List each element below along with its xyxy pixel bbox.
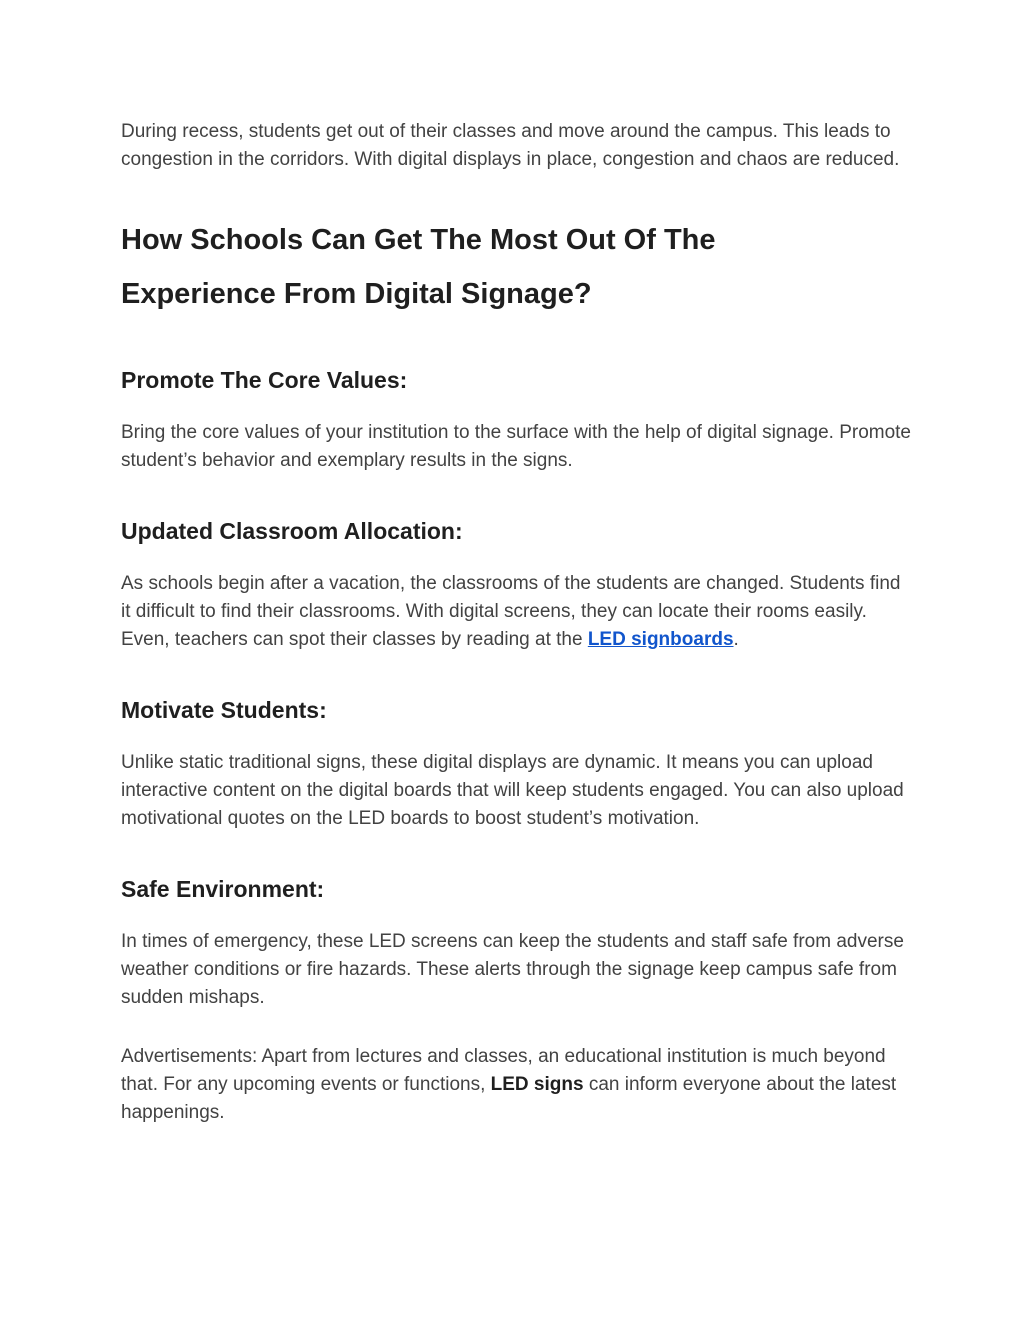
section-heading: Safe Environment: <box>121 876 325 902</box>
main-title-line1: How Schools Can Get The Most Out Of The <box>121 224 716 256</box>
led-signs-bold: LED signs <box>490 1074 584 1095</box>
paragraph-text-end: can inform everyone about the latest happenings. <box>121 1074 897 1123</box>
section-heading: Updated Classroom Allocation: <box>121 518 463 544</box>
section-paragraph <box>121 570 911 654</box>
paragraph-text: Advertisements: Apart from lectures and classes, an educational institution is much beyond that. For any upcoming events or functions, <box>121 1046 886 1095</box>
section-motivate-students <box>121 695 911 833</box>
main-title <box>121 213 911 321</box>
led-signboards-link[interactable]: LED signboards <box>587 629 734 650</box>
intro-paragraph: During recess, students get out of their classes and move around the campus. This leads to congestion in the corridors. With digital displays in place, congestion and chaos are reduced. <box>121 121 900 170</box>
main-title-line2: Experience From Digital Signage? <box>121 278 592 310</box>
paragraph-text-end: . <box>733 629 739 650</box>
advertisements-paragraph <box>121 1043 911 1127</box>
section-paragraph: In times of emergency, these LED screens can keep the students and staff safe from adverse weather conditions or fire hazards. These alerts through the signage keep campus safe from sudden mishaps. <box>121 931 904 1008</box>
paragraph-text: As schools begin after a vacation, the classrooms of the students are changed. Students find it difficult to find their classrooms. With digital screens, they can locate their rooms easily. Even, teachers can spot their classes by reading at the <box>121 573 901 650</box>
section-paragraph: Bring the core values of your institution to the surface with the help of digital signage. Promote student’s behavior and exemplary results in the signs. <box>121 422 912 471</box>
section-paragraph: Unlike static traditional signs, these digital displays are dynamic. It means you can upload interactive content on the digital boards that will keep students engaged. You can also upload motivational quotes on the LED boards to boost student’s motivation. <box>121 752 904 829</box>
section-heading: Motivate Students: <box>121 697 327 723</box>
document-page <box>121 118 911 1127</box>
section-core-values <box>121 365 911 475</box>
section-classroom-allocation <box>121 516 911 654</box>
section-heading: Promote The Core Values: <box>121 367 408 393</box>
section-safe-environment <box>121 874 911 1012</box>
